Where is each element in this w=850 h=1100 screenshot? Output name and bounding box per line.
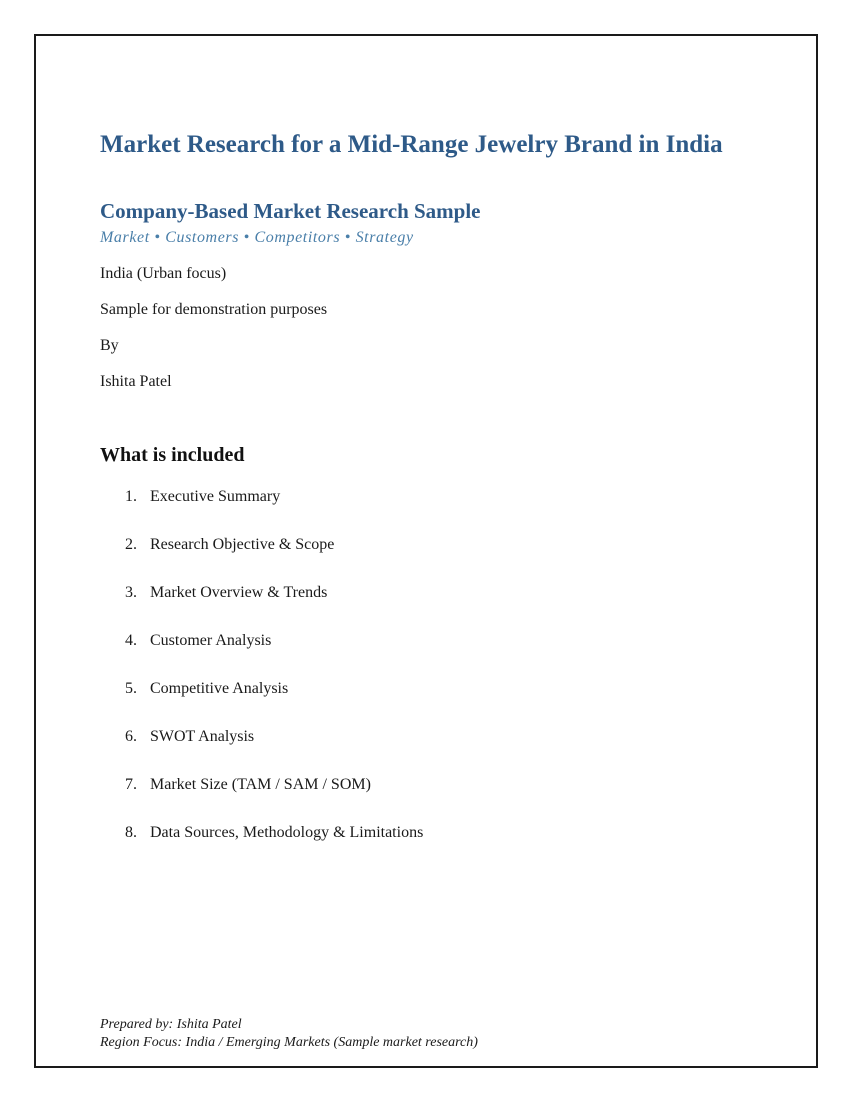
- contents-list: [100, 488, 423, 872]
- region-line: India (Urban focus): [100, 265, 227, 282]
- list-item: [100, 536, 423, 584]
- list-item-label: SWOT Analysis: [150, 728, 255, 745]
- list-item: [100, 776, 423, 824]
- list-item: [100, 680, 423, 728]
- list-item-number: 2.: [125, 536, 137, 553]
- list-item: [100, 584, 423, 632]
- purpose-line: Sample for demonstration purposes: [100, 301, 328, 318]
- list-item: [100, 728, 423, 776]
- region-focus: Region Focus: India / Emerging Markets (Sample market research): [100, 1035, 478, 1050]
- author-line: Ishita Patel: [100, 373, 172, 390]
- document-tagline: Market • Customers • Competitors • Strategy: [100, 229, 414, 246]
- list-item: [100, 824, 423, 872]
- list-item-label: Market Overview & Trends: [150, 584, 328, 601]
- list-item: [100, 488, 423, 536]
- list-item-label: Data Sources, Methodology & Limitations: [150, 824, 424, 841]
- list-item-label: Competitive Analysis: [150, 680, 289, 697]
- list-item-number: 4.: [125, 632, 137, 649]
- list-item-label: Research Objective & Scope: [150, 536, 335, 553]
- list-item-label: Market Size (TAM / SAM / SOM): [150, 776, 371, 793]
- document-footer: [100, 1016, 478, 1052]
- list-item-number: 5.: [125, 680, 137, 697]
- list-item-label: Customer Analysis: [150, 632, 272, 649]
- by-line: By: [100, 337, 119, 354]
- document-subtitle: Company-Based Market Research Sample: [100, 199, 481, 223]
- list-item-number: 3.: [125, 584, 137, 601]
- list-item: [100, 632, 423, 680]
- prepared-by: Prepared by: Ishita Patel: [100, 1017, 242, 1032]
- list-item-number: 6.: [125, 728, 137, 745]
- document-title: Market Research for a Mid-Range Jewelry Brand in India: [100, 131, 723, 158]
- list-item-number: 8.: [125, 824, 137, 841]
- list-item-number: 7.: [125, 776, 137, 793]
- list-item-number: 1.: [125, 488, 137, 505]
- section-heading: What is included: [100, 444, 245, 466]
- list-item-label: Executive Summary: [150, 488, 281, 505]
